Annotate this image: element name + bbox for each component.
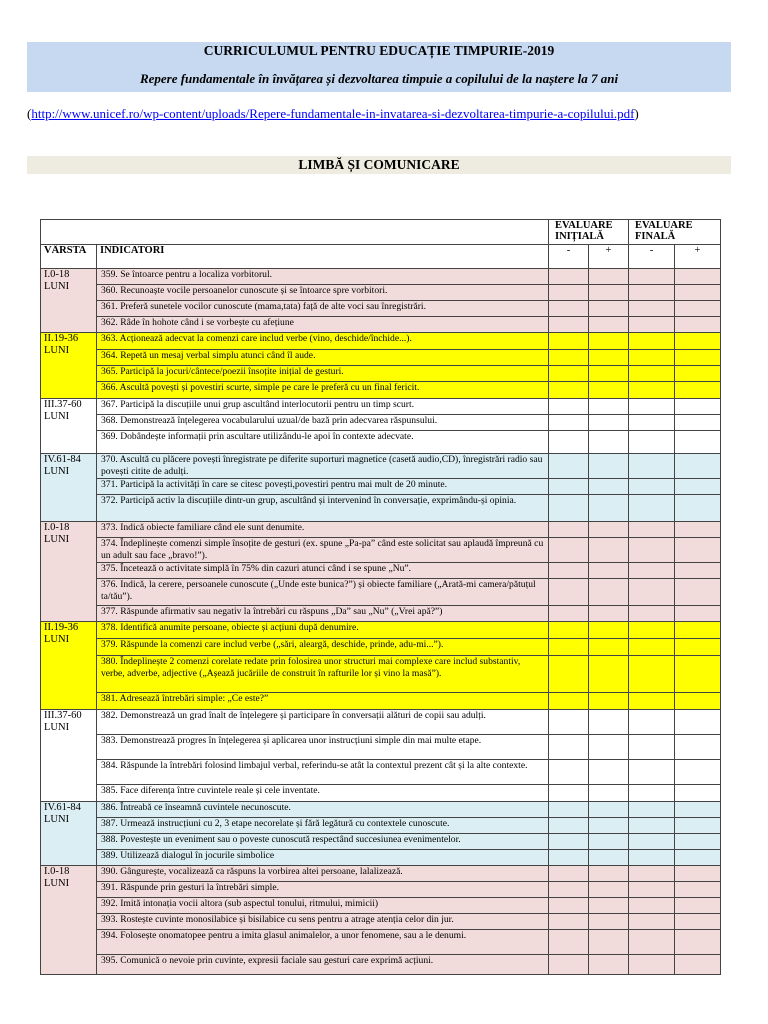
eval-initial-minus-cell[interactable] [549, 479, 589, 495]
eval-initial-minus-cell[interactable] [549, 914, 589, 930]
table-row [41, 333, 721, 350]
eval-final-plus-cell[interactable] [675, 301, 721, 317]
eval-final-minus-cell[interactable] [629, 882, 675, 898]
eval-final-minus-cell[interactable] [629, 285, 675, 301]
table-row [41, 639, 721, 656]
eval-final-plus-cell[interactable] [675, 606, 721, 622]
table-row [41, 366, 721, 382]
eval-initial-minus-cell[interactable] [549, 785, 589, 802]
link-close-paren: ) [634, 106, 639, 121]
indicator-text: 385. Face diferența între cuvintele reale și cele inventate. [97, 785, 549, 802]
table-row [41, 522, 721, 538]
eval-initial-minus-cell[interactable] [549, 454, 589, 479]
eval-final-plus-cell[interactable] [675, 898, 721, 914]
eval-initial-plus-cell[interactable] [589, 898, 629, 914]
indicator-text: 392. Imită intonația vocii altora (sub aspectul tonului, ritmului, mimicii) [97, 898, 549, 914]
table-row [41, 882, 721, 898]
indicator-text: 395. Comunică o nevoie prin cuvinte, expresii faciale sau gesturi care exprimă acțiuni. [97, 955, 549, 975]
eval-initial-plus-cell[interactable] [589, 454, 629, 479]
eval-initial-plus-cell[interactable] [589, 622, 629, 639]
eval-initial-minus-cell[interactable] [549, 415, 589, 431]
indicator-text: 384. Răspunde la întrebări folosind limbajul verbal, referindu-se atât la contextul prezent cât și la alte contexte. [97, 760, 549, 785]
eval-final-plus-cell[interactable] [675, 285, 721, 301]
indicator-text: 368. Demonstrează înțelegerea vocabularului uzual/de bază prin adecvarea răspunsului. [97, 415, 549, 431]
indicator-text: 381. Adresează întrebări simple: „Ce este?” [97, 693, 549, 710]
eval-initial-minus-cell[interactable] [549, 366, 589, 382]
table-row [41, 301, 721, 317]
eval-final-minus-cell[interactable] [629, 522, 675, 538]
eval-initial-plus-cell[interactable] [589, 785, 629, 802]
indicators-table [40, 219, 721, 975]
eval-initial-minus-cell[interactable] [549, 563, 589, 579]
table-row [41, 269, 721, 285]
eval-initial-minus-cell[interactable] [549, 301, 589, 317]
table-row [41, 285, 721, 301]
eval-initial-minus-cell[interactable] [549, 495, 589, 522]
eval-initial-plus-cell[interactable] [589, 495, 629, 522]
eval-initial-plus-cell[interactable] [589, 818, 629, 834]
table-row [41, 317, 721, 333]
indicator-text: 370. Ascultă cu plăcere povești înregistrate pe diferite suporturi magnetice (casetă audio,CD), înregistrări radio sau povești citite de adulți. [97, 454, 549, 479]
eval-initial-minus-cell[interactable] [549, 639, 589, 656]
eval-initial-minus-cell[interactable] [549, 431, 589, 454]
eval-final-minus-cell[interactable] [629, 735, 675, 760]
indicator-text: 361. Preferă sunetele vocilor cunoscute (mama,tata) față de alte voci sau înregistrări. [97, 301, 549, 317]
eval-initial-minus-cell[interactable] [549, 930, 589, 955]
eval-initial-minus-cell[interactable] [549, 606, 589, 622]
table-row [41, 735, 721, 760]
header-evaluare-finala: EVALUARE FINALĂ [629, 220, 721, 245]
section-title: LIMBĂ ȘI COMUNICARE [298, 157, 460, 172]
eval-initial-plus-cell[interactable] [589, 639, 629, 656]
eval-final-plus-cell[interactable] [675, 693, 721, 710]
document-title: CURRICULUMUL PENTRU EDUCAȚIE TIMPURIE-2019 [203, 43, 555, 58]
eval-final-minus-cell[interactable] [629, 538, 675, 563]
eval-initial-plus-cell[interactable] [589, 333, 629, 350]
eval-final-minus-cell[interactable] [629, 350, 675, 366]
age-group-cell: III.37-60 LUNI [41, 710, 97, 802]
eval-final-minus-cell[interactable] [629, 622, 675, 639]
indicator-text: 378. Identifică anumite persoane, obiecte și acțiuni după denumire. [97, 622, 549, 639]
eval-final-plus-cell[interactable] [675, 269, 721, 285]
header-evaluare-initiala: EVALUARE INIȚIALĂ [549, 220, 629, 245]
indicator-text: 362. Râde în hohote când i se vorbește cu afețiune [97, 317, 549, 333]
table-row [41, 785, 721, 802]
eval-final-plus-cell[interactable] [675, 495, 721, 522]
eval-final-minus-cell[interactable] [629, 850, 675, 866]
indicator-text: 372. Participă activ la discuțiile dintr-un grup, ascultând și intervenind în conversație, exprimându-și opinia. [97, 495, 549, 522]
table-row [41, 898, 721, 914]
indicator-text: 365. Participă la jocuri/cântece/poezii însoțite inițial de gesturi. [97, 366, 549, 382]
eval-initial-minus-cell[interactable] [549, 269, 589, 285]
table-row [41, 693, 721, 710]
eval-initial-plus-cell[interactable] [589, 317, 629, 333]
indicator-text: 377. Răspunde afirmativ sau negativ la întrebări cu răspuns „Da” sau „Nu” („Vrei apă?”) [97, 606, 549, 622]
eval-final-plus-cell[interactable] [675, 639, 721, 656]
indicator-text: 371. Participă la activități în care se citesc povești,povestiri pentru mai mult de 20 minute. [97, 479, 549, 495]
eval-final-plus-cell[interactable] [675, 415, 721, 431]
table-row [41, 538, 721, 563]
eval-final-plus-cell[interactable] [675, 882, 721, 898]
eval-final-minus-cell[interactable] [629, 269, 675, 285]
indicator-text: 380. Îndeplinește 2 comenzi corelate redate prin folosirea unor structuri mai complexe care includ substantiv, verbe, adverbe, adjective („Așează jucăriile de construit în rafturile lor și vino la masă”). [97, 656, 549, 693]
indicator-text: 388. Povestește un eveniment sau o poveste cunoscută respectând succesiunea evenimentelor. [97, 834, 549, 850]
table-row [41, 431, 721, 454]
eval-final-plus-cell[interactable] [675, 454, 721, 479]
table-row [41, 479, 721, 495]
eval-final-plus-cell[interactable] [675, 735, 721, 760]
eval-initial-plus-cell[interactable] [589, 693, 629, 710]
table-row [41, 563, 721, 579]
table-row [41, 382, 721, 399]
eval-final-minus-cell[interactable] [629, 431, 675, 454]
eval-initial-plus-cell[interactable] [589, 882, 629, 898]
eval-final-plus-cell[interactable] [675, 563, 721, 579]
table-row [41, 656, 721, 693]
table-row [41, 350, 721, 366]
eval-final-minus-cell[interactable] [629, 579, 675, 606]
age-group-cell: IV.61-84 LUNI [41, 802, 97, 866]
eval-initial-plus-cell[interactable] [589, 955, 629, 975]
eval-initial-plus-cell[interactable] [589, 802, 629, 818]
eval-initial-minus-cell[interactable] [549, 802, 589, 818]
eval-initial-plus-cell[interactable] [589, 930, 629, 955]
indicator-text: 389. Utilizează dialogul în jocurile simbolice [97, 850, 549, 866]
indicator-text: 366. Ascultă povești și povestiri scurte, simple pe care le preferă cu un final fericit. [97, 382, 549, 399]
eval-final-plus-cell[interactable] [675, 479, 721, 495]
table-row [41, 818, 721, 834]
table-row [41, 622, 721, 639]
eval-final-minus-cell[interactable] [629, 656, 675, 693]
indicator-text: 373. Indică obiecte familiare când ele sunt denumite. [97, 522, 549, 538]
eval-final-plus-cell[interactable] [675, 431, 721, 454]
age-group-cell: II.19-36 LUNI [41, 622, 97, 710]
table-row [41, 834, 721, 850]
eval-initial-minus-cell[interactable] [549, 622, 589, 639]
eval-initial-plus-cell[interactable] [589, 914, 629, 930]
age-group-cell: I.0-18 LUNI [41, 522, 97, 622]
eval-initial-minus-cell[interactable] [549, 735, 589, 760]
header-indicatori: INDICATORI [97, 245, 549, 269]
eval-initial-plus-cell[interactable] [589, 285, 629, 301]
indicator-text: 363. Acționează adecvat la comenzi care includ verbe (vino, deschide/închide...). [97, 333, 549, 350]
eval-initial-minus-cell[interactable] [549, 818, 589, 834]
eval-initial-plus-cell[interactable] [589, 431, 629, 454]
indicator-text: 376. Indică, la cerere, persoanele cunoscute („Unde este bunica?”) și obiecte familiare („Arată-mi camera/pătuțul ta/tău”). [97, 579, 549, 606]
age-group-cell: I.0-18 LUNI [41, 866, 97, 975]
indicator-text: 383. Demonstrează progres în înțelegerea și aplicarea unor instrucțiuni simple din mai multe etape. [97, 735, 549, 760]
eval-initial-minus-cell[interactable] [549, 898, 589, 914]
eval-final-plus-cell[interactable] [675, 366, 721, 382]
eval-initial-minus-cell[interactable] [549, 399, 589, 415]
eval-final-minus-cell[interactable] [629, 415, 675, 431]
table-row [41, 930, 721, 955]
eval-final-plus-cell[interactable] [675, 802, 721, 818]
eval-initial-plus-cell[interactable] [589, 479, 629, 495]
indicator-text: 387. Urmează instrucțiuni cu 2, 3 etape necorelate și fără legătură cu contextele cunoscute. [97, 818, 549, 834]
eval-initial-plus-cell[interactable] [589, 301, 629, 317]
eval-initial-minus-cell[interactable] [549, 656, 589, 693]
header-initial-minus: - [549, 245, 589, 269]
indicator-text: 364. Repetă un mesaj verbal simplu atunci când îl aude. [97, 350, 549, 366]
table-row [41, 606, 721, 622]
eval-initial-minus-cell[interactable] [549, 522, 589, 538]
eval-final-plus-cell[interactable] [675, 930, 721, 955]
eval-final-plus-cell[interactable] [675, 866, 721, 882]
eval-initial-plus-cell[interactable] [589, 866, 629, 882]
eval-final-minus-cell[interactable] [629, 333, 675, 350]
eval-final-minus-cell[interactable] [629, 898, 675, 914]
eval-final-plus-cell[interactable] [675, 522, 721, 538]
eval-final-plus-cell[interactable] [675, 399, 721, 415]
table-row [41, 495, 721, 522]
eval-final-minus-cell[interactable] [629, 606, 675, 622]
eval-final-minus-cell[interactable] [629, 382, 675, 399]
eval-initial-minus-cell[interactable] [549, 382, 589, 399]
link-open-paren: ( [27, 106, 32, 121]
age-group-cell: II.19-36 LUNI [41, 333, 97, 399]
eval-initial-minus-cell[interactable] [549, 850, 589, 866]
eval-final-minus-cell[interactable] [629, 563, 675, 579]
eval-final-plus-cell[interactable] [675, 622, 721, 639]
eval-initial-minus-cell[interactable] [549, 285, 589, 301]
eval-initial-plus-cell[interactable] [589, 399, 629, 415]
indicator-text: 367. Participă la discuțiile unui grup ascultând interlocutorii pentru un timp scurt. [97, 399, 549, 415]
eval-final-minus-cell[interactable] [629, 866, 675, 882]
eval-final-minus-cell[interactable] [629, 693, 675, 710]
age-group-cell: III.37-60 LUNI [41, 399, 97, 454]
indicator-text: 394. Folosește onomatopee pentru a imita glasul animalelor, a unor fenomene, sau a le denumi. [97, 930, 549, 955]
indicator-text: 391. Răspunde prin gesturi la întrebări simple. [97, 882, 549, 898]
eval-final-plus-cell[interactable] [675, 914, 721, 930]
eval-final-plus-cell[interactable] [675, 834, 721, 850]
table-row [41, 866, 721, 882]
eval-initial-plus-cell[interactable] [589, 415, 629, 431]
eval-final-minus-cell[interactable] [629, 301, 675, 317]
eval-final-plus-cell[interactable] [675, 710, 721, 735]
eval-final-plus-cell[interactable] [675, 760, 721, 785]
header-final-minus: - [629, 245, 675, 269]
indicators-body [41, 269, 721, 975]
eval-final-minus-cell[interactable] [629, 930, 675, 955]
eval-initial-plus-cell[interactable] [589, 579, 629, 606]
document-subtitle: Repere fundamentale în învățarea și dezvoltarea timpuie a copilului de la naștere la 7 ani [139, 71, 619, 86]
age-group-cell: IV.61-84 LUNI [41, 454, 97, 522]
table-row [41, 454, 721, 479]
eval-final-minus-cell[interactable] [629, 802, 675, 818]
eval-final-minus-cell[interactable] [629, 834, 675, 850]
eval-initial-minus-cell[interactable] [549, 538, 589, 563]
eval-final-plus-cell[interactable] [675, 317, 721, 333]
table-row [41, 415, 721, 431]
eval-initial-plus-cell[interactable] [589, 710, 629, 735]
eval-initial-minus-cell[interactable] [549, 350, 589, 366]
eval-final-plus-cell[interactable] [675, 333, 721, 350]
indicator-text: 386. Întreabă ce înseamnă cuvintele necunoscute. [97, 802, 549, 818]
eval-final-minus-cell[interactable] [629, 454, 675, 479]
eval-final-plus-cell[interactable] [675, 955, 721, 975]
age-group-cell: I.0-18 LUNI [41, 269, 97, 333]
eval-final-plus-cell[interactable] [675, 785, 721, 802]
table-row [41, 760, 721, 785]
table-row [41, 955, 721, 975]
indicator-text: 375. Încetează o activitate simplă în 75% din cazuri atunci când i se spune „Nu”. [97, 563, 549, 579]
eval-initial-minus-cell[interactable] [549, 760, 589, 785]
eval-initial-plus-cell[interactable] [589, 350, 629, 366]
indicator-text: 379. Răspunde la comenzi care includ verbe („sări, aleargă, deschide, prinde, adu-mi...”). [97, 639, 549, 656]
eval-final-minus-cell[interactable] [629, 818, 675, 834]
table-row [41, 914, 721, 930]
eval-initial-plus-cell[interactable] [589, 735, 629, 760]
eval-final-minus-cell[interactable] [629, 479, 675, 495]
header-varsta: VÂRSTA [41, 245, 97, 269]
indicator-text: 360. Recunoaște vocile persoanelor cunoscute și se întoarce spre vorbitori. [97, 285, 549, 301]
eval-final-plus-cell[interactable] [675, 656, 721, 693]
eval-initial-plus-cell[interactable] [589, 522, 629, 538]
eval-final-minus-cell[interactable] [629, 760, 675, 785]
source-url-link[interactable]: http://www.unicef.ro/wp-content/uploads/Repere-fundamentale-in-invatarea-si-dezvoltarea-timpurie-a-copilului.pdf [31, 106, 635, 121]
eval-initial-plus-cell[interactable] [589, 656, 629, 693]
eval-initial-minus-cell[interactable] [549, 579, 589, 606]
eval-final-plus-cell[interactable] [675, 382, 721, 399]
eval-final-minus-cell[interactable] [629, 914, 675, 930]
eval-initial-plus-cell[interactable] [589, 269, 629, 285]
indicator-text: 359. Se întoarce pentru a localiza vorbitorul. [97, 269, 549, 285]
eval-initial-minus-cell[interactable] [549, 693, 589, 710]
eval-initial-minus-cell[interactable] [549, 866, 589, 882]
table-row [41, 710, 721, 735]
indicator-text: 374. Îndeplinește comenzi simple însoțite de gesturi (ex. spune „Pa-pa” când este solicitat sau aplaudă împreună cu un adult sau face „bravo!”). [97, 538, 549, 563]
table-row [41, 802, 721, 818]
eval-final-minus-cell[interactable] [629, 317, 675, 333]
header-final-plus: + [675, 245, 721, 269]
eval-initial-minus-cell[interactable] [549, 834, 589, 850]
eval-initial-minus-cell[interactable] [549, 882, 589, 898]
eval-final-minus-cell[interactable] [629, 366, 675, 382]
table-row [41, 399, 721, 415]
eval-final-minus-cell[interactable] [629, 399, 675, 415]
eval-final-minus-cell[interactable] [629, 495, 675, 522]
eval-initial-plus-cell[interactable] [589, 760, 629, 785]
eval-final-minus-cell[interactable] [629, 955, 675, 975]
eval-initial-plus-cell[interactable] [589, 563, 629, 579]
eval-initial-plus-cell[interactable] [589, 366, 629, 382]
header-initial-plus: + [589, 245, 629, 269]
eval-initial-minus-cell[interactable] [549, 333, 589, 350]
eval-final-minus-cell[interactable] [629, 710, 675, 735]
eval-initial-plus-cell[interactable] [589, 538, 629, 563]
eval-initial-plus-cell[interactable] [589, 606, 629, 622]
eval-final-plus-cell[interactable] [675, 850, 721, 866]
indicator-text: 393. Rostește cuvinte monosilabice și bisilabice cu sens pentru a atrage atenția celor din jur. [97, 914, 549, 930]
eval-final-plus-cell[interactable] [675, 350, 721, 366]
eval-initial-minus-cell[interactable] [549, 955, 589, 975]
eval-initial-plus-cell[interactable] [589, 382, 629, 399]
table-row [41, 579, 721, 606]
eval-final-plus-cell[interactable] [675, 579, 721, 606]
eval-initial-plus-cell[interactable] [589, 850, 629, 866]
eval-final-minus-cell[interactable] [629, 639, 675, 656]
indicator-text: 369. Dobândește informații prin ascultare utilizându-le apoi în contexte adecvate. [97, 431, 549, 454]
eval-initial-minus-cell[interactable] [549, 710, 589, 735]
indicator-text: 382. Demonstrează un grad înalt de înțelegere și participare în conversații alături de copii sau adulți. [97, 710, 549, 735]
eval-final-plus-cell[interactable] [675, 818, 721, 834]
table-row [41, 850, 721, 866]
indicator-text: 390. Gângurește, vocalizează ca răspuns la vorbirea altei persoane, lalalizează. [97, 866, 549, 882]
eval-final-minus-cell[interactable] [629, 785, 675, 802]
source-link-line [27, 104, 727, 123]
header-empty-cell [41, 220, 549, 245]
eval-final-plus-cell[interactable] [675, 538, 721, 563]
eval-initial-minus-cell[interactable] [549, 317, 589, 333]
eval-initial-plus-cell[interactable] [589, 834, 629, 850]
